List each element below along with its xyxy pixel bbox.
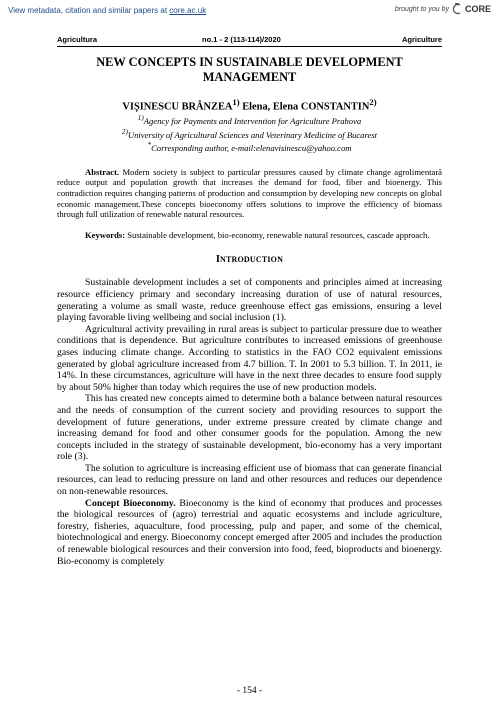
core-logo-icon xyxy=(452,3,462,15)
affiliation-text: University of Agricultural Sciences and Veterinary Medicine of Bucarest xyxy=(127,129,378,140)
author-1-sup: 1) xyxy=(232,97,240,107)
keywords-label: Keywords: xyxy=(85,229,126,240)
section-rest: NTRODUCTION xyxy=(219,255,284,265)
paragraph: Sustainable development includes a set of components and principles aimed at increasing resource efficiency primary and secondary increasing duration of use of natural resources, generating a volume as small waste, reduce greenhouse effect gas emissions, ensuring a level playing favorable living wellbeing and social inclusion (1). xyxy=(57,277,442,324)
corresponding-author xyxy=(57,140,442,153)
concept-text: Bioeconomy is the kind of economy that produces and processes the biological resources of (agro) terrestrial and aquatic ecosystems and include agriculture, forestry, fisheries, aquaculture, food processing, pulp and paper, and some of the chemical, biotechnological and energy. Bioeconomy concept emerged after 2005 and includes the production of renewable biological resources and their conversion into food, feed, bioproducts and bioenergy. Bio-economy is completely xyxy=(57,497,442,567)
affiliation-sup: 2) xyxy=(121,127,128,136)
affiliation-text: Corresponding author, e-mail:elenavisinescu@yahoo.com xyxy=(151,143,352,154)
running-head-left: Agricultura xyxy=(57,35,98,44)
paragraph: Agricultural activity prevailing in rural areas is subject to particular pressure due to weather conditions that is dependence. But agriculture contributes to increased emissions of greenhouse gases inducing climate change. According to statistics in the FAO CO2 equivalent emissions generated by global agriculture increased from 4.7 billion. T. In 2001 to 5.3 billion. T. In 2011, ie 14%. In these circumstances, agriculture will have in the next three decades to ensure food supply by about 50% higher than today which requires the use of new production models. xyxy=(57,323,442,393)
author-1: VIȘINESCU BRÂNZEA xyxy=(122,101,233,113)
author-2-sup: 2) xyxy=(369,97,377,107)
abstract-text: Modern society is subject to particular pressures caused by climate change agrolimentară reduce output and population growth that increases the demand for food, fiber and bioenergy. This contradiction requires changing patterns of production and consumption by developing new concepts on global economic management.These concepts bioeconomy offers solutions to improve the efficiency of biomass through full utilization of renewable natural resources. xyxy=(57,166,442,220)
affiliation-sup: 1) xyxy=(137,114,144,123)
core-label: CORE xyxy=(464,4,491,14)
keywords xyxy=(57,230,442,241)
article-body xyxy=(57,55,442,567)
affiliation-2 xyxy=(57,127,442,140)
running-head xyxy=(57,35,442,45)
section-initial: I xyxy=(215,254,220,266)
paragraph: This has created new concepts aimed to determine both a balance between natural resources and the needs of consumption of the current society and providing resources to support the development of future generations, under extreme pressure created by climate change and increasing demand for food and other consumer goods for the population. Among the new concepts included in the strategy of sustainable development, bio-economy has a very important role (3). xyxy=(57,393,442,463)
header-rule xyxy=(57,46,442,47)
running-head-right: Agriculture xyxy=(401,35,442,44)
abstract-label: Abstract. xyxy=(85,166,120,177)
banner-text xyxy=(8,6,206,15)
author-2: Elena, Elena CONSTANTIN xyxy=(239,101,370,113)
section-heading-introduction xyxy=(57,254,442,265)
running-head-issue: no.1 - 2 (113-114)/2020 xyxy=(202,35,281,44)
brought-by-text: brought to you by xyxy=(394,5,449,13)
core-banner xyxy=(0,0,499,20)
author-list xyxy=(57,96,442,113)
paragraph-bioeconomy xyxy=(57,498,442,568)
affiliation-1 xyxy=(57,113,442,126)
affiliation-sup: * xyxy=(147,141,152,150)
brought-by[interactable] xyxy=(395,3,491,15)
concept-label: Concept Bioeconomy. xyxy=(85,497,176,509)
article-title: NEW CONCEPTS IN SUSTAINABLE DEVELOPMENT MANAGEMENT xyxy=(96,55,403,84)
core-link[interactable]: core.ac.uk xyxy=(169,6,207,15)
page-number: - 154 - xyxy=(236,686,263,696)
abstract xyxy=(57,167,442,220)
keywords-text: Sustainable development, bio-economy, renewable natural resources, cascade approach. xyxy=(125,229,430,240)
paragraph: The solution to agriculture is increasing efficient use of biomass that can generate financial resources, can lead to reducing pressure on land and other resources and reduces our dependence on non-renewable resources. xyxy=(57,462,442,498)
affiliation-text: Agency for Payments and Intervention for Agriculture Prahova xyxy=(143,116,362,127)
banner-metadata-text: View metadata, citation and similar papers at xyxy=(8,6,170,15)
